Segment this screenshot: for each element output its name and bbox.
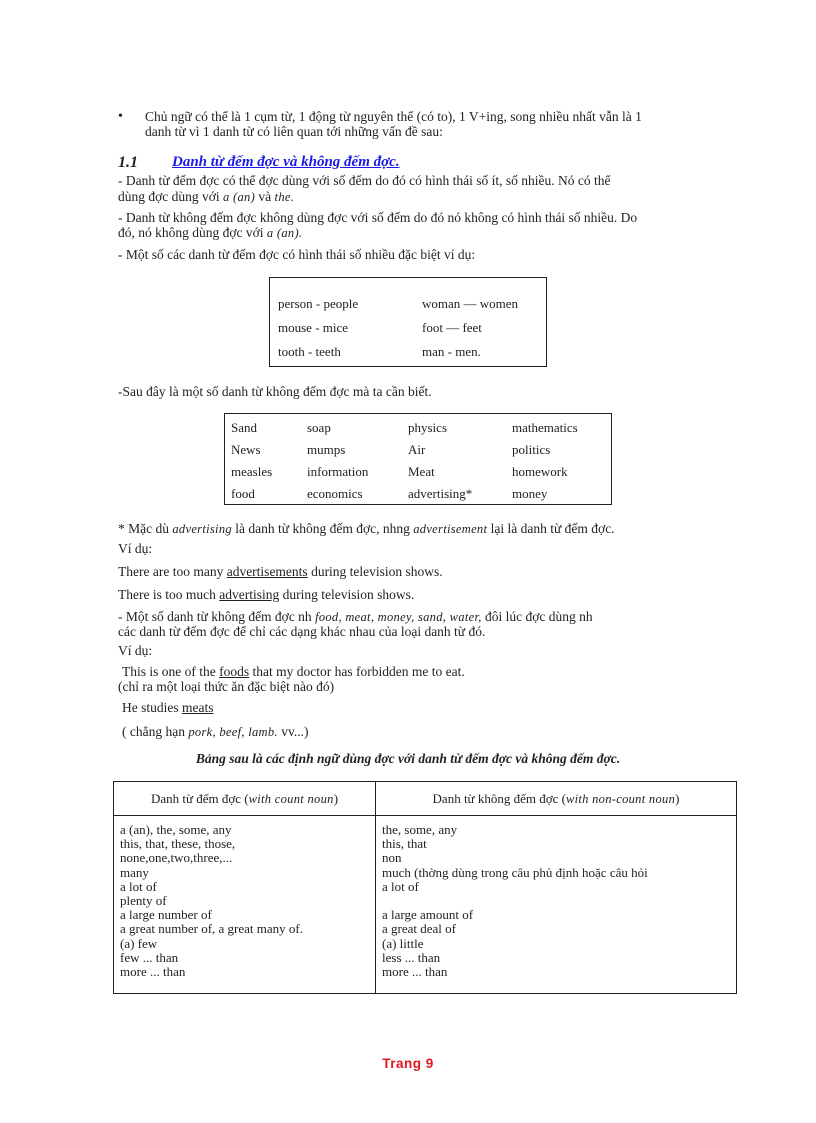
italic-term: with non-count noun bbox=[565, 792, 676, 806]
text-span: vv...) bbox=[277, 724, 309, 739]
list-item: none,one,two,three,... bbox=[120, 850, 233, 866]
table-row bbox=[231, 483, 578, 505]
table-cell: mouse - mice bbox=[278, 320, 349, 335]
list-item: a lot of bbox=[382, 878, 419, 894]
text-span: và bbox=[255, 189, 275, 204]
italic-term: advertisement bbox=[413, 522, 488, 536]
paragraph-uncountable-as-countable-line-2: các danh từ đếm đợc để chỉ các dạng khác nhau của loại danh từ đó. bbox=[118, 624, 486, 639]
text-span: * Mặc dù bbox=[118, 521, 173, 536]
text-span: ( chẳng hạn bbox=[122, 724, 189, 739]
list-item: less ... than bbox=[382, 949, 441, 965]
underlined-word: foods bbox=[219, 664, 250, 679]
text-span: during television shows. bbox=[307, 564, 443, 579]
text-span: dùng đợc dùng với bbox=[118, 189, 224, 204]
example-sentence bbox=[122, 664, 712, 680]
list-item: non bbox=[382, 850, 402, 866]
text-span: là danh từ không đếm đợc, nhng bbox=[231, 521, 414, 536]
paragraph-uncountable-as-countable-line-1 bbox=[118, 609, 708, 625]
list-item: few ... than bbox=[120, 949, 179, 965]
table-cell: tooth - teeth bbox=[278, 344, 341, 359]
example-label: Ví dụ: bbox=[118, 541, 153, 556]
list-item: a large number of bbox=[120, 907, 212, 923]
paragraph-uncountable-line-1: - Danh từ không đếm đợc không dùng đợc với số đếm do đó nó không có hình thái số nhiều. Do bbox=[118, 210, 638, 225]
list-item: a (an), the, some, any bbox=[120, 822, 232, 837]
list-item: a great number of, a great many of. bbox=[120, 921, 304, 937]
table-row bbox=[231, 417, 578, 439]
advertising-note bbox=[118, 521, 708, 537]
paragraph-irregular-plurals: - Một số các danh từ đếm đợc có hình thái số nhiều đặc biệt ví dụ: bbox=[118, 247, 476, 262]
italic-term: with count noun bbox=[248, 792, 334, 806]
table-cell: politics bbox=[512, 442, 551, 457]
list-item: this, that bbox=[382, 836, 427, 852]
countable-determiners-list bbox=[120, 823, 303, 979]
text-span: Danh từ đếm đợc ( bbox=[150, 791, 249, 806]
table-cell: woman — women bbox=[422, 296, 519, 311]
determiners-table bbox=[113, 781, 737, 994]
text-span: - Một số danh từ không đếm đợc nh bbox=[118, 609, 316, 624]
table-cell: soap bbox=[307, 420, 331, 435]
list-item: the, some, any bbox=[382, 822, 458, 837]
example-note: (chỉ ra một loại thức ăn đặc biệt nào đó) bbox=[118, 679, 335, 694]
list-item: many bbox=[120, 864, 149, 880]
paragraph-countable-line-1: - Danh từ đếm đợc có thể đợc dùng với số đếm do đó có hình thái số ít, số nhiều. Nó có thể bbox=[118, 173, 611, 188]
table-row bbox=[231, 461, 578, 483]
paragraph-countable-line-2 bbox=[118, 189, 708, 205]
section-number: 1.1 bbox=[118, 154, 138, 171]
irregular-plurals-table bbox=[278, 292, 518, 364]
table-row bbox=[278, 316, 518, 340]
determiners-table-caption: Bảng sau là các định ngữ dùng đợc với danh từ đếm đợc và không đếm đợc. bbox=[195, 751, 621, 766]
uncountable-nouns-box bbox=[224, 413, 612, 505]
text-span: during television shows. bbox=[279, 587, 415, 602]
text-span: lại là danh từ đếm đợc. bbox=[487, 521, 615, 536]
table-cell: advertising* bbox=[408, 486, 473, 501]
table-cell: mumps bbox=[307, 442, 346, 457]
italic-term: a (an). bbox=[266, 226, 303, 240]
paragraph-uncountable-line-2 bbox=[118, 225, 708, 241]
example-note bbox=[122, 724, 712, 740]
intro-line-1: Chủ ngữ có thể là 1 cụm từ, 1 động từ nguyên thể (có to), 1 V+ing, song nhiều nhất vẫn là 1 bbox=[145, 109, 642, 124]
text-span: đó, nó không dùng đợc với bbox=[118, 225, 267, 240]
table-cell: physics bbox=[408, 420, 447, 435]
table-row bbox=[231, 439, 578, 461]
table-row bbox=[278, 292, 518, 316]
italic-term: pork, beef, lamb. bbox=[188, 725, 278, 739]
text-span: ) bbox=[333, 791, 339, 806]
underlined-word: advertising bbox=[219, 587, 280, 602]
table-row bbox=[278, 340, 518, 364]
table-cell: Sand bbox=[231, 420, 257, 435]
table-cell: person - people bbox=[278, 296, 359, 311]
list-item: much (thờng dùng trong câu phủ định hoặc câu hỏi bbox=[382, 864, 648, 880]
example-sentence bbox=[122, 700, 712, 716]
table-cell: economics bbox=[307, 486, 363, 501]
list-item: (a) little bbox=[382, 935, 424, 951]
example-label: Ví dụ: bbox=[118, 643, 153, 658]
uncountable-intro: -Sau đây là một số danh từ không đếm đợc mà ta cần biết. bbox=[118, 384, 432, 399]
list-item: more ... than bbox=[382, 963, 448, 979]
underlined-word: meats bbox=[182, 700, 214, 715]
table-cell: food bbox=[231, 486, 255, 501]
countable-column-header bbox=[114, 791, 375, 807]
table-cell: information bbox=[307, 464, 369, 479]
text-span: ) bbox=[675, 791, 680, 806]
underlined-word: advertisements bbox=[226, 564, 308, 579]
list-item: a large amount of bbox=[382, 907, 474, 923]
table-cell: measles bbox=[231, 464, 273, 479]
text-span: There is too much bbox=[118, 587, 220, 602]
text-span: Danh từ không đếm đợc ( bbox=[432, 791, 566, 806]
italic-term: advertising bbox=[172, 522, 232, 536]
list-item bbox=[382, 894, 648, 908]
text-span: There are too many bbox=[118, 564, 227, 579]
example-sentence bbox=[118, 587, 708, 603]
table-cell: money bbox=[512, 486, 548, 501]
text-span: đôi lúc đợc dùng nh bbox=[481, 609, 593, 624]
irregular-plurals-box bbox=[269, 277, 547, 367]
list-item: a great deal of bbox=[382, 921, 456, 937]
italic-term: a (an) bbox=[223, 190, 256, 204]
list-item: this, that, these, those, bbox=[120, 836, 236, 852]
column-divider bbox=[375, 782, 376, 993]
table-cell: Air bbox=[408, 442, 426, 457]
noncount-column-header bbox=[376, 791, 736, 807]
italic-term: food, meat, money, sand, water, bbox=[315, 610, 482, 624]
table-cell: Meat bbox=[408, 464, 435, 479]
table-cell: foot — feet bbox=[422, 320, 482, 335]
example-sentence bbox=[118, 564, 708, 580]
uncountable-nouns-table bbox=[231, 417, 578, 505]
section-title-link[interactable]: Danh từ đếm đợc và không đếm đợc. bbox=[172, 154, 400, 170]
list-item: a lot of bbox=[120, 878, 157, 894]
intro-line-2: danh từ vì 1 danh từ có liên quan tới những vấn đề sau: bbox=[145, 124, 443, 139]
list-item: (a) few bbox=[120, 935, 158, 951]
text-span: that my doctor has forbidden me to eat. bbox=[249, 664, 465, 679]
noncount-determiners-list bbox=[382, 823, 648, 979]
text-span: This is one of the bbox=[122, 664, 220, 679]
header-divider bbox=[114, 815, 736, 816]
page-number: Trang 9 bbox=[382, 1056, 434, 1071]
table-cell: News bbox=[231, 442, 261, 457]
bullet-icon: • bbox=[118, 109, 123, 124]
table-cell: homework bbox=[512, 464, 568, 479]
table-cell: man - men. bbox=[422, 344, 481, 359]
italic-term: the. bbox=[274, 190, 295, 204]
list-item: plenty of bbox=[120, 892, 167, 908]
list-item: more ... than bbox=[120, 963, 186, 979]
table-cell: mathematics bbox=[512, 420, 578, 435]
text-span: He studies bbox=[122, 700, 182, 715]
